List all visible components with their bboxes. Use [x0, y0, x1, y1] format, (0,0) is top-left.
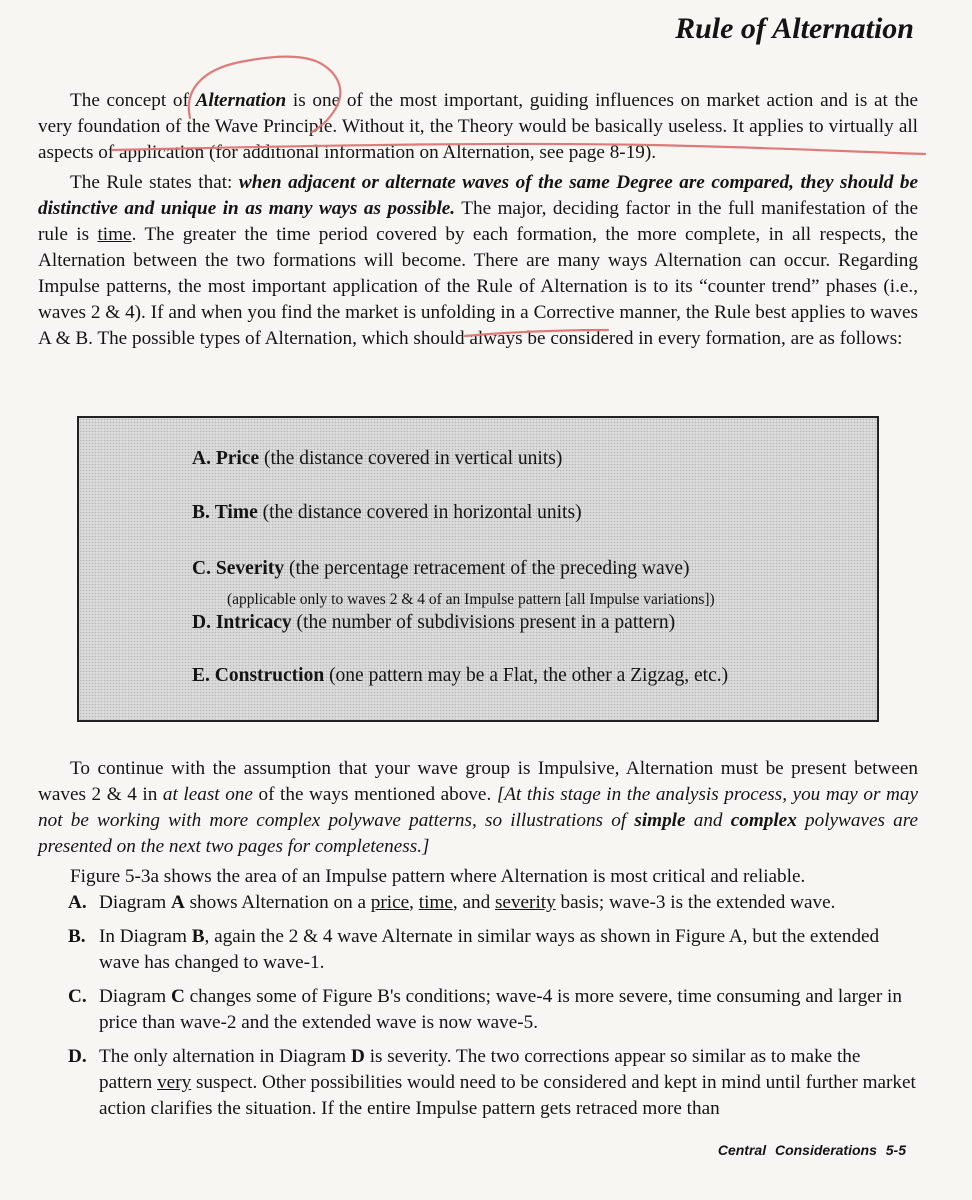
type-intricacy: D. Intricacy (the number of subdivisions present in a pattern): [192, 612, 676, 633]
list-item-d: D. The only alternation in Diagram D is severity. The two corrections appear so similar as to make the pattern very suspect. Other possibilities would need to be considered and kept in mind until further market action clarifies the situation. If the entire Impulse pattern gets retraced more than: [68, 1046, 916, 1119]
intro-paragraph: [38, 88, 918, 166]
list-item-a: A. Diagram A shows Alternation on a price, time, and severity basis; wave-3 is the extended wave.: [68, 892, 836, 913]
rule-text-1: The Rule states that:: [70, 172, 239, 193]
figure-paragraph: Figure 5-3a shows the area of an Impulse pattern where Alternation is most critical and reliable.: [70, 866, 806, 887]
list-item-c: C. Diagram C changes some of Figure B's conditions; wave-4 is more severe, time consuming and larger in price than wave-2 and the extended wave is now wave-5.: [68, 986, 902, 1033]
type-construction: E. Construction (one pattern may be a Flat, the other a Zigzag, etc.): [192, 665, 729, 686]
alternation-term: Alternation: [195, 90, 287, 111]
intro-text-2: is one of the most important, guiding influences on market action and is at the very foundation of the Wave Principle. Without it, the Theory would be basically useless. It applies to virtually all aspects of application (for additional information on Alternation, see page 8-19).: [38, 90, 918, 163]
rule-text-2: The major, deciding factor in the full manifestation of the rule is: [38, 198, 918, 245]
diagram-list: [38, 890, 918, 1130]
page-footer: Central Considerations 5-5: [717, 1142, 906, 1158]
intro-text-1: The concept of: [70, 90, 196, 111]
severity-note: (applicable only to waves 2 & 4 of an Impulse pattern [all Impulse variations]): [227, 591, 715, 608]
rule-paragraph: [38, 170, 918, 352]
list-item-b: B. In Diagram B, again the 2 & 4 wave Alternate in similar ways as shown in Figure A, but the extended wave has changed to wave-1.: [68, 926, 880, 973]
rule-text-3: . The greater the time period covered by each formation, the more complete, in all respects, the Alternation between the two formations will become. There are many ways Alternation can occur. Regarding Impulse patterns, the most important application of the Rule of Alternation is to its “counter trend” phases (i.e., waves 2 & 4). If and when you find the market is unfolding in a Corrective manner, the Rule best applies to waves A & B. The possible types of Alternation, which should always be considered in every formation, are as follows:: [38, 224, 918, 349]
time-term: time: [97, 224, 132, 245]
rule-statement: when adjacent or alternate waves of the same Degree are compared, they should be distinctive and unique in as many ways as possible.: [38, 172, 918, 219]
type-severity: C. Severity (the percentage retracement of the preceding wave): [192, 558, 690, 579]
type-time: B. Time (the distance covered in horizontal units): [192, 502, 582, 523]
continuation-paragraph: To continue with the assumption that your wave group is Impulsive, Alternation must be present between waves 2 & 4 in at least one of the ways mentioned above. [At this stage in the analysis process, you may or may not be working with more complex polywave patterns, so illustrations of simple and complex polywaves are presented on the next two pages for completeness.]: [38, 758, 918, 857]
type-price: A. Price (the distance covered in vertical units): [192, 448, 563, 469]
page-title: Rule of Alternation: [675, 12, 914, 45]
alternation-types-box: [77, 416, 879, 722]
